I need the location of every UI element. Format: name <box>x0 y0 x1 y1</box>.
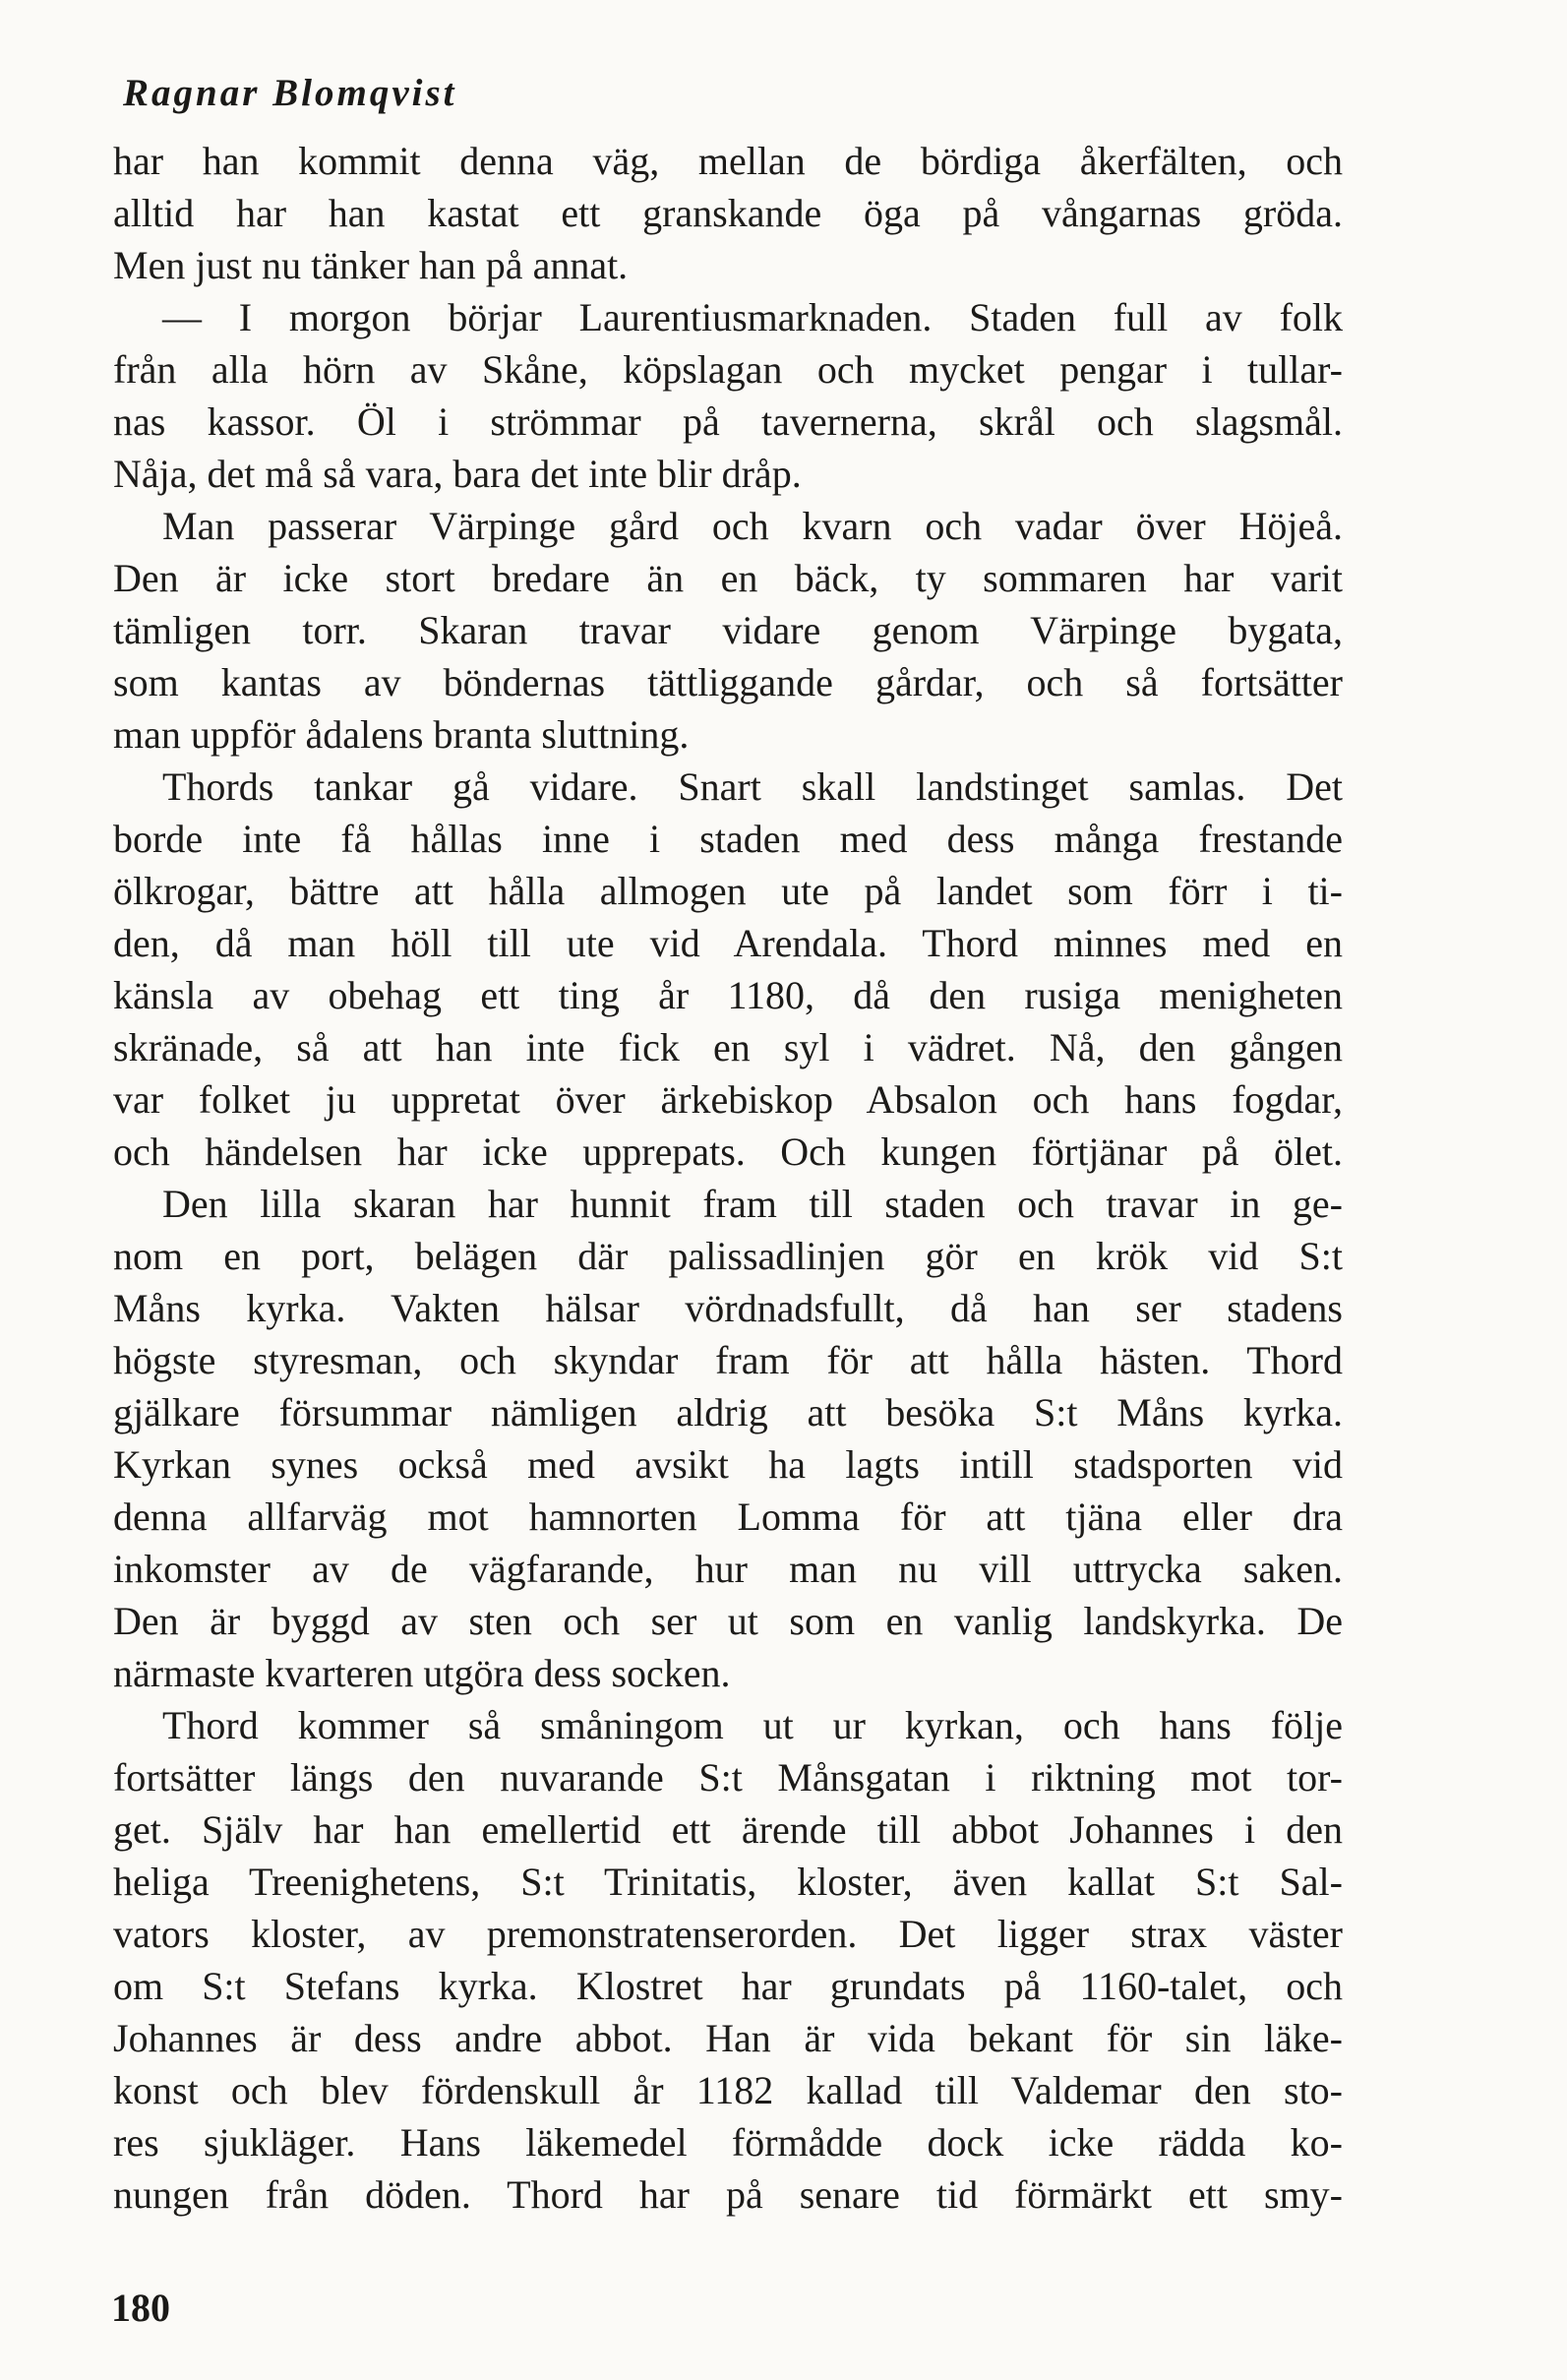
text-line: Thord kommer så småningom ut ur kyrkan, och hans följe <box>162 1703 1343 1747</box>
text-line: get. Själv har han emellertid ett ärende till abbot Johannes i den <box>113 1807 1343 1852</box>
text-line: fortsätter längs den nuvarande S:t Månsgatan i riktning mot tor- <box>113 1755 1343 1800</box>
text-line: Johannes är dess andre abbot. Han är vida bekant för sin läke- <box>113 2016 1343 2060</box>
running-head-author: Ragnar Blomqvist <box>123 72 457 114</box>
text-line: tämligen torr. Skaran travar vidare genom Värpinge bygata, <box>113 608 1343 652</box>
text-line: alltid har han kastat ett granskande öga på vångarnas gröda. <box>113 191 1343 235</box>
text-line: Den lilla skaran har hunnit fram till staden och travar in ge- <box>162 1182 1343 1226</box>
text-line: nas kassor. Öl i strömmar på tavernerna, skrål och slagsmål. <box>113 399 1343 444</box>
text-line: har han kommit denna väg, mellan de bördiga åkerfälten, och <box>113 139 1343 183</box>
text-line: man uppför ådalens branta sluttning. <box>113 712 690 757</box>
text-line: res sjukläger. Hans läkemedel förmådde dock icke rädda ko- <box>113 2120 1343 2165</box>
text-line: från alla hörn av Skåne, köpslagan och mycket pengar i tullar- <box>113 347 1343 392</box>
text-line: heliga Treenighetens, S:t Trinitatis, kloster, även kallat S:t Sal- <box>113 1860 1343 1904</box>
text-line: konst och blev fördenskull år 1182 kallad till Valdemar den sto- <box>113 2068 1343 2112</box>
text-line: inkomster av de vägfarande, hur man nu vill uttrycka saken. <box>113 1547 1343 1591</box>
text-line: Den är icke stort bredare än en bäck, ty sommaren har varit <box>113 556 1343 600</box>
text-line: Kyrkan synes också med avsikt ha lagts intill stadsporten vid <box>113 1442 1343 1487</box>
text-line: nungen från döden. Thord har på senare tid förmärkt ett smy- <box>113 2172 1343 2217</box>
text-line: — I morgon börjar Laurentiusmarknaden. Staden full av folk <box>162 295 1343 339</box>
text-line: nom en port, belägen där palissadlinjen gör en krök vid S:t <box>113 1234 1343 1278</box>
text-line: ölkrogar, bättre att hålla allmogen ute på landet som förr i ti- <box>113 869 1343 913</box>
body-text <box>113 135 1343 2221</box>
text-line: högste styresman, och skyndar fram för att hålla hästen. Thord <box>113 1338 1343 1382</box>
text-line: Måns kyrka. Vakten hälsar vördnadsfullt, då han ser stadens <box>113 1286 1343 1330</box>
text-line: och händelsen har icke upprepats. Och kungen förtjänar på ölet. <box>113 1129 1343 1174</box>
text-line: som kantas av böndernas tättliggande gårdar, och så fortsätter <box>113 660 1343 704</box>
text-line: vators kloster, av premonstratenserorden. Det ligger strax väster <box>113 1912 1343 1956</box>
text-line: den, då man höll till ute vid Arendala. Thord minnes med en <box>113 921 1343 965</box>
text-line: var folket ju uppretat över ärkebiskop Absalon och hans fogdar, <box>113 1077 1343 1122</box>
text-line: denna allfarväg mot hamnorten Lomma för att tjäna eller dra <box>113 1495 1343 1539</box>
text-line: om S:t Stefans kyrka. Klostret har grundats på 1160-talet, och <box>113 1964 1343 2008</box>
text-line: gjälkare försummar nämligen aldrig att besöka S:t Måns kyrka. <box>113 1390 1343 1434</box>
text-line: känsla av obehag ett ting år 1180, då den rusiga menigheten <box>113 973 1343 1017</box>
text-line: skränade, så att han inte fick en syl i vädret. Nå, den gången <box>113 1025 1343 1069</box>
text-line: Den är byggd av sten och ser ut som en vanlig landskyrka. De <box>113 1599 1343 1643</box>
text-line: Men just nu tänker han på annat. <box>113 243 629 287</box>
text-line: Thords tankar gå vidare. Snart skall landstinget samlas. Det <box>162 764 1343 809</box>
text-line: närmaste kvarteren utgöra dess socken. <box>113 1651 731 1695</box>
text-line: Man passerar Värpinge gård och kvarn och vadar över Höjeå. <box>162 504 1343 548</box>
text-line: Nåja, det må så vara, bara det inte blir dråp. <box>113 452 802 496</box>
page-number: 180 <box>111 2286 170 2330</box>
text-line: borde inte få hållas inne i staden med dess många frestande <box>113 817 1343 861</box>
